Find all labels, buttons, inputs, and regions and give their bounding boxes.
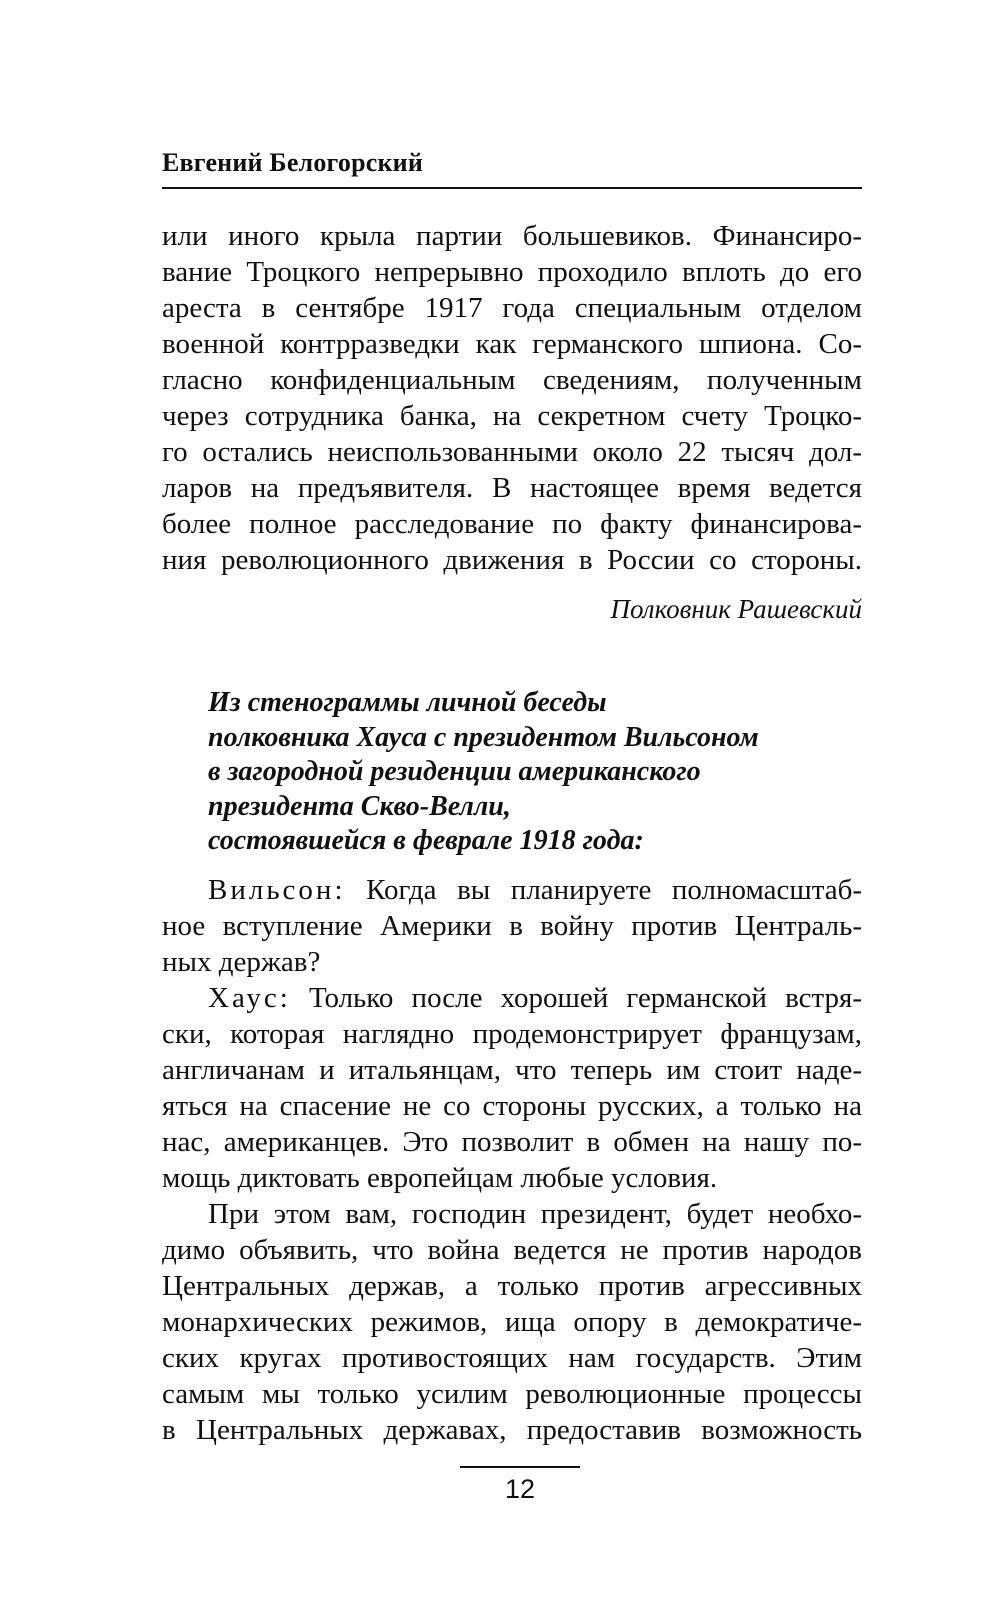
text-line: го остались неиспользованными около 22 тысяч дол- (162, 436, 862, 468)
text-line: мощь диктовать европейцам любые условия. (162, 1162, 718, 1194)
running-head: Евгений Белогорский (162, 148, 424, 177)
text-line: ларов на предъявителя. В настоящее время ведется (162, 472, 862, 504)
heading-line: состоявшейся в феврале 1918 года: (208, 825, 644, 856)
heading-line: полковника Хауса с президентом Вильсоном (208, 721, 759, 753)
heading-line: президента Скво-Велли, (208, 790, 511, 822)
text-line: в Центральных державах, предоставив возможность (162, 1414, 862, 1446)
text-line: димо объявить, что война ведется не против народов (162, 1234, 862, 1266)
text-line: вание Троцкого непрерывно проходило вплоть до его (162, 256, 862, 288)
text-line: или иного крыла партии большевиков. Финансиро- (162, 220, 862, 252)
text-line: военной контрразведки как германского шпиона. Со- (162, 328, 862, 360)
text-line: ареста в сентябре 1917 года специальным отделом (162, 292, 862, 324)
text-line: ских кругах противостоящих нам государств. Этим (162, 1342, 862, 1374)
header-rule (162, 187, 862, 189)
paragraph-1 (162, 218, 862, 578)
text-line: более полное расследование по факту финансирова- (162, 508, 862, 540)
text-line: монархических режимов, ища опору в демократиче- (162, 1306, 862, 1338)
text-line: При этом вам, господин президент, будет необхо- (208, 1198, 862, 1230)
dialogue-line-wilson (162, 872, 862, 908)
text-line: англичанам и итальянцам, что теперь им стоит наде- (162, 1054, 862, 1086)
text-line: ное вступление Америки в войну против Централь- (162, 910, 862, 942)
text-line: через сотрудника банка, на секретном счету Троцко- (162, 400, 862, 432)
signature: Полковник Рашевский (610, 594, 862, 624)
section-heading (208, 686, 868, 859)
text-line: яться на спасение не со стороны русских, а только на (162, 1090, 862, 1122)
page-number: 12 (504, 1474, 536, 1504)
text-line: ски, которая наглядно продемонстрирует французам, (162, 1018, 862, 1050)
heading-line: Из стенограммы личной беседы (208, 687, 607, 718)
footer-rule (460, 1466, 580, 1468)
speaker-house: Хаус: (208, 982, 291, 1014)
text-line: ния революционного движения в России со стороны. (162, 544, 862, 576)
speaker-wilson: Вильсон: (208, 874, 346, 906)
wilson-text: Когда вы планируете полномасштаб- (366, 874, 862, 906)
heading-line: в загородной резиденции американского (208, 756, 701, 787)
dialogue-line-house (162, 980, 862, 1016)
text-line: гласно конфиденциальным сведениям, полученным (162, 364, 862, 396)
text-line: нас, американцев. Это позволит в обмен на нашу по- (162, 1126, 862, 1158)
text-line: самым мы только усилим революционные процессы (162, 1378, 862, 1410)
house-text: Только после хорошей германской встря- (308, 982, 862, 1014)
dialogue (162, 872, 862, 1448)
text-line: Центральных держав, а только против агрессивных (162, 1270, 862, 1302)
text-line: ных держав? (162, 946, 321, 978)
